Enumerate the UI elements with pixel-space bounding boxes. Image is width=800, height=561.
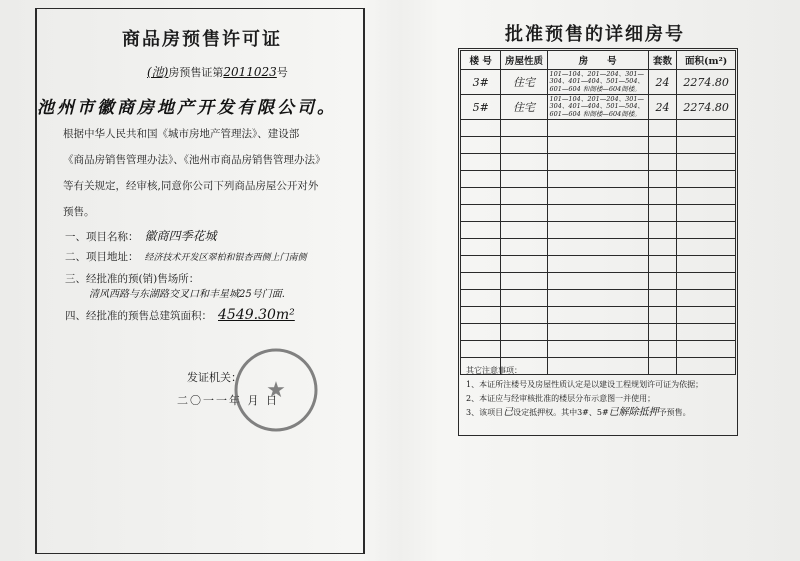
header-rooms: 房 号 [547, 51, 648, 70]
table-row-empty [461, 239, 736, 256]
table-header-row [461, 51, 736, 70]
issuer-label: 发证机关： [187, 371, 242, 384]
cell-type: 住宅 [501, 95, 547, 120]
note-3-hand2: 已解除抵押 [608, 407, 659, 418]
presale-permit-panel [35, 8, 365, 554]
note-3-post: 予预售。 [658, 408, 691, 417]
cert-number-line [147, 63, 288, 80]
project-name-row [65, 227, 217, 244]
note-3-hand: 已 [503, 407, 514, 418]
table-row-empty [461, 137, 736, 154]
paragraph-1: 根据中华人民共和国《城市房地产管理法》、建设部 [63, 128, 300, 140]
cell-building: 5# [461, 95, 501, 120]
rooms-table [460, 50, 736, 375]
table-row-empty [461, 154, 736, 171]
table-row-empty [461, 290, 736, 307]
permit-title: 商品房预售许可证 [122, 29, 282, 50]
project-name-value: 徽商四季花城 [144, 229, 217, 243]
table-row-empty [461, 205, 736, 222]
table-row-empty [461, 307, 736, 324]
table-row [461, 70, 736, 95]
note-1: 1、本证所注楼号及房屋性质认定是以建设工程规划许可证为依据； [466, 380, 704, 389]
total-area-label: 四、经批准的预售总建筑面积： [65, 310, 212, 322]
approved-rooms-panel [440, 8, 750, 428]
cell-building: 3# [461, 70, 501, 95]
cell-rooms: 101—104、201—204、301—304、401—404、501—504、601—604 和阁楼—604阁楼。 [547, 95, 648, 120]
header-type: 房屋性质 [501, 51, 547, 70]
project-name-label: 一、项目名称： [65, 231, 139, 243]
header-area: 面积(m²) [677, 51, 736, 70]
header-count: 套数 [648, 51, 677, 70]
paragraph-2: 《商品房销售管理办法》、《池州市商品房销售管理办法》 [63, 154, 326, 166]
notes-title: 其它注意事项： [466, 366, 522, 375]
cell-count: 24 [648, 70, 677, 95]
table-row-empty [461, 188, 736, 205]
project-address-row [65, 249, 307, 264]
cert-suffix: 号 [276, 66, 288, 79]
cell-area: 2274.80 [677, 70, 736, 95]
note-2: 2、本证应与经审核批准的楼层分布示意图一并使用； [466, 394, 656, 403]
issue-date: 二〇一一年 月 日 [177, 394, 279, 407]
note-3-pre: 3、该项目 [466, 408, 504, 417]
company-name: 池州市徽商房地产开发有限公司。 [37, 98, 337, 118]
table-row-empty [461, 120, 736, 137]
total-area-row [65, 307, 295, 323]
sales-venue-row [65, 271, 199, 286]
table-row-empty [461, 256, 736, 273]
note-3 [466, 406, 746, 420]
note-3-mid: 设定抵押权。其中3#、5# [513, 408, 609, 417]
official-seal-icon [231, 345, 321, 435]
svg-text:★: ★ [266, 378, 286, 403]
header-building: 楼 号 [461, 51, 501, 70]
sales-venue-label: 三、经批准的预(销)售场所： [65, 273, 200, 285]
notes-block [466, 364, 746, 420]
table-row-empty [461, 273, 736, 290]
cert-prefix: (池) [147, 65, 169, 79]
table-row-empty [461, 171, 736, 188]
paragraph-3: 等有关规定，经审核,同意你公司下列商品房屋公开对外 [63, 180, 319, 192]
table-row-empty [461, 324, 736, 341]
cert-mid: 房预售证第 [168, 66, 224, 79]
total-area-value: 4549.30m² [218, 307, 295, 323]
cert-number: 2011023 [223, 65, 277, 79]
cell-area: 2274.80 [677, 95, 736, 120]
rooms-title: 批准预售的详细房号 [505, 24, 685, 45]
cell-count: 24 [648, 95, 677, 120]
table-row [461, 95, 736, 120]
table-row-empty [461, 222, 736, 239]
project-address-value: 经济技术开发区翠柏和银杏西侧上门南侧 [144, 253, 307, 263]
paragraph-4: 预售。 [63, 206, 95, 218]
cell-rooms: 101—104、201—204、301—304、401—404、501—504、601—604 和阁楼—604阁楼。 [547, 70, 648, 95]
sales-venue-value: 清风西路与东湖路交叉口和丰星城25号门面. [89, 289, 285, 300]
project-address-label: 二、项目地址： [65, 251, 139, 263]
table-row-empty [461, 341, 736, 358]
cell-type: 住宅 [501, 70, 547, 95]
